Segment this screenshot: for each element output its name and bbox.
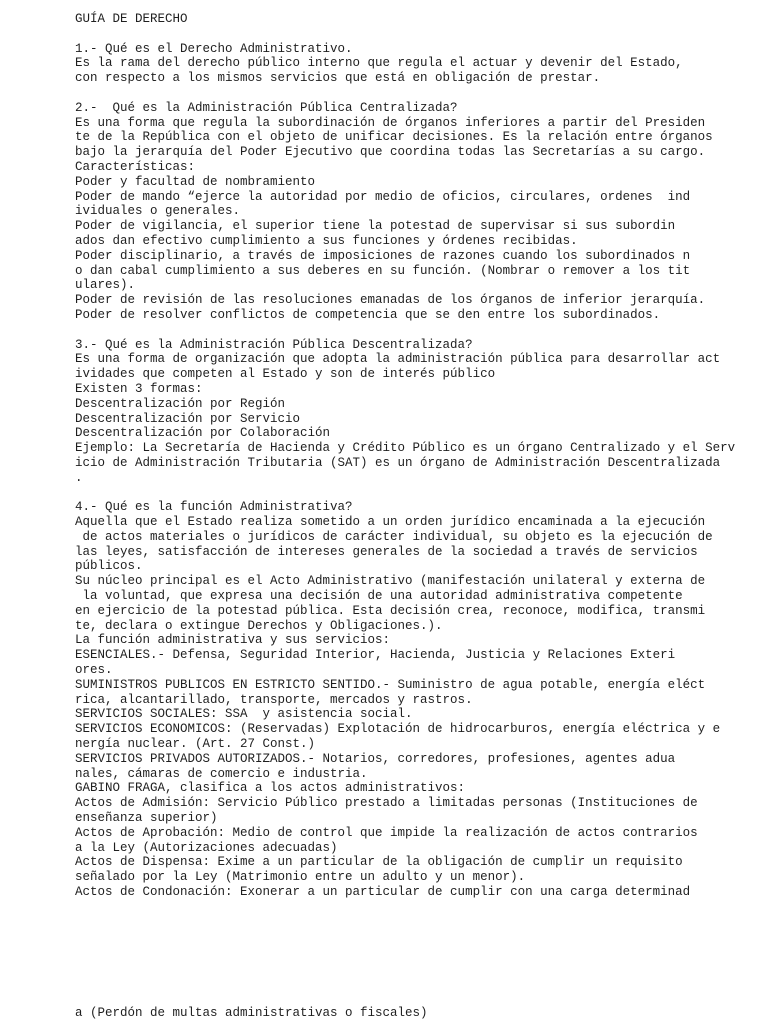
text-line: a la Ley (Autorizaciones adecuadas) [75,840,338,855]
text-line: nales, cámaras de comercio e industria. [75,766,368,781]
text-line: ividades que competen al Estado y son de interés público [75,367,496,382]
text-line: ados dan efectivo cumplimiento a sus funciones y órdenes recibidas. [75,233,578,248]
text-line: te, declara o extingue Derechos y Obligaciones.). [75,618,443,633]
text-line: SERVICIOS SOCIALES: SSA y asistencia social. [75,707,413,722]
text-line: las leyes, satisfacción de intereses generales de la sociedad a través de servicios [75,544,698,559]
text-line: SUMINISTROS PUBLICOS EN ESTRICTO SENTIDO.- Suministro de agua potable, energía eléct [75,677,706,692]
text-line: Descentralización por Colaboración [75,426,331,441]
text-line: GUÍA DE DERECHO [75,12,188,26]
text-line: ulares). [75,278,136,293]
document-body [75,12,735,900]
text-line: 2.- Qué es la Administración Pública Centralizada? [75,100,458,115]
text-line: bajo la jerarquía del Poder Ejecutivo que coordina todas las Secretarías a su cargo. [75,145,706,160]
text-line: Poder de vigilancia, el superior tiene la potestad de supervisar si sus subordin [75,219,676,234]
text-line: en ejercicio de la potestad pública. Esta decisión crea, reconoce, modifica, transmi [75,603,706,618]
text-line: ividuales o generales. [75,204,241,219]
text-line: Es una forma que regula la subordinación de órganos inferiores a partir del Presiden [75,115,706,130]
text-line: SERVICIOS PRIVADOS AUTORIZADOS.- Notarios, corredores, profesiones, agentes adua [75,751,676,766]
text-line: Actos de Admisión: Servicio Público prestado a limitadas personas (Instituciones de [75,796,698,811]
text-line: de actos materiales o jurídicos de carácter individual, su objeto es la ejecución de [75,529,713,544]
text-line: GABINO FRAGA, clasifica a los actos administrativos: [75,781,466,796]
text-line: Poder disciplinario, a través de imposiciones de razones cuando los subordinados n [75,248,691,263]
text-line: enseñanza superior) [75,811,218,826]
text-line: Es una forma de organización que adopta la administración pública para desarrollar act [75,352,721,367]
text-line: Existen 3 formas: [75,381,203,396]
text-line: la voluntad, que expresa una decisión de una autoridad administrativa competente [75,589,683,604]
text-line: Poder y facultad de nombramiento [75,174,316,189]
text-line: La función administrativa y sus servicios: [75,633,391,648]
text-line: te de la República con el objeto de unificar decisiones. Es la relación entre órganos [75,130,713,145]
text-line: 4.- Qué es la función Administrativa? [75,500,353,515]
text-line [75,323,735,338]
text-line [75,27,735,42]
text-line: icio de Administración Tributaria (SAT) es un órgano de Administración Descentralizada [75,455,721,470]
text-line: . [75,470,83,485]
text-line: Descentralización por Servicio [75,411,301,426]
text-line: Actos de Aprobación: Medio de control que impide la realización de actos contrarios [75,825,698,840]
text-line: 1.- Qué es el Derecho Administrativo. [75,41,353,56]
text-line: Poder de mando “ejerce la autoridad por medio de oficios, circulares, ordenes ind [75,189,691,204]
text-line: Su núcleo principal es el Acto Administrativo (manifestación unilateral y externa de [75,574,706,589]
document-continuation [75,1006,428,1021]
text-line [75,86,735,101]
text-line: Es la rama del derecho público interno que regula el actuar y devenir del Estado, [75,56,683,71]
text-line: públicos. [75,559,143,574]
text-line: Poder de revisión de las resoluciones emanadas de los órganos de inferior jerarquía. [75,293,706,308]
text-line: Aquella que el Estado realiza sometido a un orden jurídico encaminada a la ejecución [75,515,706,530]
text-line: SERVICIOS ECONOMICOS: (Reservadas) Explotación de hidrocarburos, energía eléctrica y e [75,722,721,737]
text-line: ESENCIALES.- Defensa, Seguridad Interior, Hacienda, Justicia y Relaciones Exteri [75,648,676,663]
text-line: Ejemplo: La Secretaría de Hacienda y Crédito Público es un órgano Centralizado y el Serv [75,441,736,456]
text-line: Actos de Condonación: Exonerar a un particular de cumplir con una carga determinad [75,885,691,900]
text-line: Poder de resolver conflictos de competencia que se den entre los subordinados. [75,307,661,322]
text-line: con respecto a los mismos servicios que está en obligación de prestar. [75,71,601,86]
text-line: nergía nuclear. (Art. 27 Const.) [75,737,316,752]
text-line: rica, alcantarillado, transporte, mercados y rastros. [75,692,473,707]
text-line: señalado por la Ley (Matrimonio entre un adulto y un menor). [75,870,526,885]
text-line: ores. [75,663,113,678]
text-line: a (Perdón de multas administrativas o fiscales) [75,1006,428,1020]
text-line: Descentralización por Región [75,396,286,411]
text-line [75,486,735,501]
text-line: o dan cabal cumplimiento a sus deberes en su función. (Nombrar o remover a los tit [75,263,691,278]
text-line: Actos de Dispensa: Exime a un particular de la obligación de cumplir un requisito [75,855,683,870]
text-line: 3.- Qué es la Administración Pública Descentralizada? [75,337,473,352]
text-line: Características: [75,159,196,174]
